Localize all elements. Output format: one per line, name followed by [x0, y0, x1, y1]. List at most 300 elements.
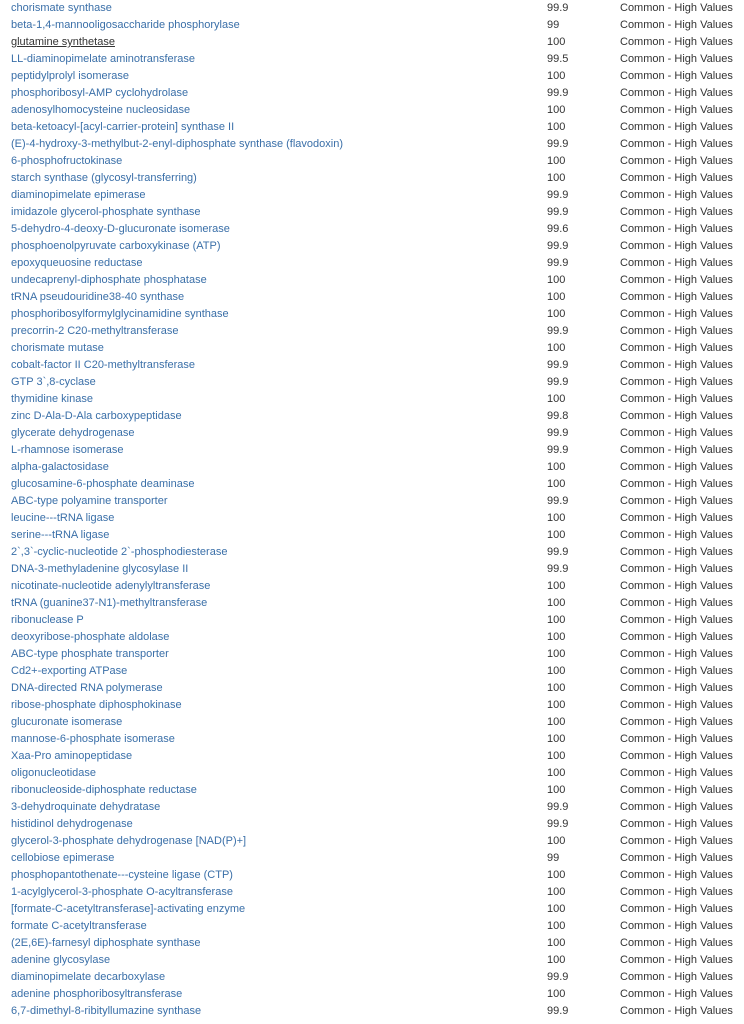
category-cell: Common - High Values [620, 580, 733, 592]
category-cell: Common - High Values [620, 750, 733, 762]
enzyme-name-cell [0, 833, 547, 850]
value-cell: 99.9 [547, 240, 569, 252]
enzyme-name-cell [0, 731, 547, 748]
enzyme-name-link[interactable]: ABC-type polyamine transporter [11, 495, 168, 507]
value-cell: 99.9 [547, 427, 569, 439]
value-cell: 100 [547, 835, 566, 847]
enzyme-name-cell [0, 17, 547, 34]
value-cell: 99.9 [547, 206, 569, 218]
table-row [0, 459, 744, 476]
category-cell: Common - High Values [620, 359, 733, 371]
enzyme-name-link[interactable]: diaminopimelate epimerase [11, 189, 146, 201]
table-row [0, 561, 744, 578]
enzyme-name-link[interactable]: ribonuclease P [11, 614, 84, 626]
table-row [0, 272, 744, 289]
enzyme-name-link[interactable]: 5-dehydro-4-deoxy-D-glucuronate isomerase [11, 223, 230, 235]
enzyme-name-link[interactable]: diaminopimelate decarboxylase [11, 971, 166, 983]
table-row [0, 578, 744, 595]
enzyme-name-link[interactable]: tRNA pseudouridine38-40 synthase [11, 291, 185, 303]
value-cell: 99.5 [547, 53, 569, 65]
category-cell: Common - High Values [620, 189, 733, 201]
category-cell: Common - High Values [620, 461, 733, 473]
table-row [0, 374, 744, 391]
table-row [0, 1003, 744, 1020]
value-cell: 100 [547, 121, 566, 133]
category-cell: Common - High Values [620, 172, 733, 184]
value-cell: 99.9 [547, 495, 569, 507]
table-row [0, 680, 744, 697]
table-row [0, 816, 744, 833]
enzyme-name-link[interactable]: glycerol-3-phosphate dehydrogenase [NAD(P)+] [11, 835, 247, 847]
enzyme-name-cell [0, 952, 547, 969]
category-cell: Common - High Values [620, 206, 733, 218]
value-cell: 99.9 [547, 257, 569, 269]
enzyme-name-cell [0, 68, 547, 85]
enzyme-name-link[interactable]: phosphoenolpyruvate carboxykinase (ATP) [11, 240, 221, 252]
enzyme-name-link[interactable]: (E)-4-hydroxy-3-methylbut-2-enyl-diphosphate synthase (flavodoxin) [11, 138, 343, 150]
enzyme-name-link[interactable]: deoxyribose-phosphate aldolase [11, 631, 170, 643]
category-cell: Common - High Values [620, 835, 733, 847]
category-cell: Common - High Values [620, 529, 733, 541]
table-row [0, 952, 744, 969]
enzyme-name-cell [0, 153, 547, 170]
enzyme-name-link[interactable]: beta-1,4-mannooligosaccharide phosphorylase [11, 19, 240, 31]
value-cell: 99.9 [547, 376, 569, 388]
enzyme-name-cell [0, 680, 547, 697]
category-cell: Common - High Values [620, 70, 733, 82]
enzyme-name-link[interactable]: precorrin-2 C20-methyltransferase [11, 325, 179, 337]
category-cell: Common - High Values [620, 19, 733, 31]
enzyme-name-link[interactable]: glutamine synthetase [11, 36, 115, 48]
value-cell: 100 [547, 308, 566, 320]
table-row [0, 289, 744, 306]
category-cell: Common - High Values [620, 155, 733, 167]
category-cell: Common - High Values [620, 886, 733, 898]
table-row [0, 697, 744, 714]
enzyme-name-link[interactable]: thymidine kinase [11, 393, 93, 405]
value-cell: 100 [547, 580, 566, 592]
table-row [0, 629, 744, 646]
enzyme-name-link[interactable]: Xaa-Pro aminopeptidase [11, 750, 133, 762]
category-cell: Common - High Values [620, 716, 733, 728]
enzyme-name-cell [0, 442, 547, 459]
enzyme-name-cell [0, 357, 547, 374]
value-cell: 99.9 [547, 189, 569, 201]
category-cell: Common - High Values [620, 818, 733, 830]
enzyme-name-cell [0, 187, 547, 204]
table-row [0, 221, 744, 238]
enzyme-name-cell [0, 408, 547, 425]
enzyme-name-cell [0, 374, 547, 391]
enzyme-name-cell [0, 425, 547, 442]
value-cell: 100 [547, 478, 566, 490]
category-cell: Common - High Values [620, 631, 733, 643]
enzyme-name-cell [0, 578, 547, 595]
enzyme-name-cell [0, 1003, 547, 1020]
enzyme-name-link[interactable]: epoxyqueuosine reductase [11, 257, 143, 269]
category-cell: Common - High Values [620, 2, 733, 14]
enzyme-name-link[interactable]: oligonucleotidase [11, 767, 97, 779]
value-cell: 99.8 [547, 410, 569, 422]
enzyme-name-cell [0, 561, 547, 578]
table-row [0, 136, 744, 153]
value-cell: 99.9 [547, 1005, 569, 1017]
enzyme-name-link[interactable]: mannose-6-phosphate isomerase [11, 733, 175, 745]
table-row [0, 340, 744, 357]
table-row [0, 442, 744, 459]
table-row [0, 391, 744, 408]
value-cell: 99.9 [547, 563, 569, 575]
enzyme-name-link[interactable]: cobalt-factor II C20-methyltransferase [11, 359, 196, 371]
enzyme-name-cell [0, 459, 547, 476]
table-row [0, 544, 744, 561]
enzyme-name-link[interactable]: phosphopantothenate---cysteine ligase (CTP) [11, 869, 233, 881]
table-row [0, 493, 744, 510]
enzyme-name-link[interactable]: adenosylhomocysteine nucleosidase [11, 104, 191, 116]
enzyme-name-cell [0, 51, 547, 68]
enzyme-name-link[interactable]: leucine---tRNA ligase [11, 512, 115, 524]
category-cell: Common - High Values [620, 1005, 733, 1017]
category-cell: Common - High Values [620, 121, 733, 133]
enzyme-name-link[interactable]: undecaprenyl-diphosphate phosphatase [11, 274, 207, 286]
value-cell: 100 [547, 937, 566, 949]
enzyme-name-link[interactable]: ribonucleoside-diphosphate reductase [11, 784, 197, 796]
category-cell: Common - High Values [620, 393, 733, 405]
table-row [0, 510, 744, 527]
enzyme-name-cell [0, 306, 547, 323]
enzyme-name-link[interactable]: formate C-acetyltransferase [11, 920, 147, 932]
value-cell: 99.9 [547, 971, 569, 983]
value-cell: 99.9 [547, 2, 569, 14]
table-row [0, 425, 744, 442]
category-cell: Common - High Values [620, 36, 733, 48]
enzyme-name-link[interactable]: LL-diaminopimelate aminotransferase [11, 53, 196, 65]
category-cell: Common - High Values [620, 495, 733, 507]
category-cell: Common - High Values [620, 512, 733, 524]
table-row [0, 884, 744, 901]
table-row [0, 153, 744, 170]
value-cell: 100 [547, 699, 566, 711]
table-row [0, 799, 744, 816]
value-cell: 99 [547, 852, 560, 864]
category-cell: Common - High Values [620, 104, 733, 116]
value-cell: 99.9 [547, 546, 569, 558]
value-cell: 100 [547, 614, 566, 626]
value-cell: 100 [547, 172, 566, 184]
table-row [0, 901, 744, 918]
enzyme-name-link[interactable]: zinc D-Ala-D-Ala carboxypeptidase [11, 410, 182, 422]
enzyme-name-link[interactable]: serine---tRNA ligase [11, 529, 110, 541]
value-cell: 100 [547, 512, 566, 524]
value-cell: 99 [547, 19, 560, 31]
table-row [0, 170, 744, 187]
value-cell: 100 [547, 291, 566, 303]
enzyme-name-cell [0, 918, 547, 935]
enzyme-name-link[interactable]: [formate-C-acetyltransferase]-activating enzyme [11, 903, 246, 915]
table-row [0, 867, 744, 884]
table-row [0, 187, 744, 204]
category-cell: Common - High Values [620, 699, 733, 711]
enzyme-name-link[interactable]: nicotinate-nucleotide adenylyltransferase [11, 580, 211, 592]
enzyme-name-link[interactable]: phosphoribosyl-AMP cyclohydrolase [11, 87, 189, 99]
value-cell: 99.9 [547, 801, 569, 813]
enzyme-name-link[interactable]: GTP 3`,8-cyclase [11, 376, 96, 388]
enzyme-name-link[interactable]: alpha-galactosidase [11, 461, 109, 473]
enzyme-name-cell [0, 34, 547, 51]
table-row [0, 119, 744, 136]
category-cell: Common - High Values [620, 971, 733, 983]
value-cell: 100 [547, 733, 566, 745]
enzyme-name-link[interactable]: L-rhamnose isomerase [11, 444, 124, 456]
value-cell: 100 [547, 36, 566, 48]
value-cell: 100 [547, 954, 566, 966]
enzyme-name-cell [0, 612, 547, 629]
category-cell: Common - High Values [620, 563, 733, 575]
enzyme-name-cell [0, 935, 547, 952]
table-row [0, 612, 744, 629]
value-cell: 100 [547, 274, 566, 286]
enzyme-name-cell [0, 170, 547, 187]
enzyme-name-cell [0, 646, 547, 663]
table-row [0, 255, 744, 272]
value-cell: 100 [547, 886, 566, 898]
enzyme-name-cell [0, 765, 547, 782]
value-cell: 100 [547, 682, 566, 694]
category-cell: Common - High Values [620, 954, 733, 966]
enzyme-name-cell [0, 527, 547, 544]
enzyme-name-cell [0, 476, 547, 493]
table-row [0, 714, 744, 731]
table-row [0, 68, 744, 85]
category-cell: Common - High Values [620, 274, 733, 286]
enzyme-name-cell [0, 663, 547, 680]
enzyme-name-cell [0, 714, 547, 731]
value-cell: 99.6 [547, 223, 569, 235]
enzyme-name-link[interactable]: DNA-directed RNA polymerase [11, 682, 163, 694]
enzyme-name-cell [0, 85, 547, 102]
value-cell: 100 [547, 342, 566, 354]
enzyme-name-cell [0, 0, 547, 17]
value-cell: 100 [547, 767, 566, 779]
value-cell: 100 [547, 988, 566, 1000]
value-cell: 100 [547, 920, 566, 932]
table-row [0, 969, 744, 986]
enzyme-name-link[interactable]: 6,7-dimethyl-8-ribityllumazine synthase [11, 1005, 202, 1017]
table-row [0, 850, 744, 867]
enzyme-name-link[interactable]: 1-acylglycerol-3-phosphate O-acyltransferase [11, 886, 233, 898]
category-cell: Common - High Values [620, 291, 733, 303]
table-row [0, 204, 744, 221]
table-row [0, 17, 744, 34]
enzyme-name-cell [0, 238, 547, 255]
table-row [0, 595, 744, 612]
category-cell: Common - High Values [620, 444, 733, 456]
value-cell: 100 [547, 597, 566, 609]
category-cell: Common - High Values [620, 257, 733, 269]
enzyme-name-link[interactable]: tRNA (guanine37-N1)-methyltransferase [11, 597, 208, 609]
category-cell: Common - High Values [620, 410, 733, 422]
value-cell: 100 [547, 631, 566, 643]
enzyme-name-cell [0, 782, 547, 799]
enzyme-name-cell [0, 221, 547, 238]
value-cell: 99.9 [547, 359, 569, 371]
table-row [0, 238, 744, 255]
category-cell: Common - High Values [620, 138, 733, 150]
enzyme-name-cell [0, 867, 547, 884]
enzyme-name-cell [0, 697, 547, 714]
category-cell: Common - High Values [620, 342, 733, 354]
enzyme-name-link[interactable]: ABC-type phosphate transporter [11, 648, 169, 660]
enzyme-name-cell [0, 493, 547, 510]
table-row [0, 833, 744, 850]
category-cell: Common - High Values [620, 767, 733, 779]
table-row [0, 782, 744, 799]
enzyme-name-cell [0, 595, 547, 612]
category-cell: Common - High Values [620, 784, 733, 796]
enzyme-name-link[interactable]: imidazole glycerol-phosphate synthase [11, 206, 201, 218]
enzyme-name-link[interactable]: adenine phosphoribosyltransferase [11, 988, 183, 1000]
value-cell: 100 [547, 716, 566, 728]
category-cell: Common - High Values [620, 733, 733, 745]
table-row [0, 102, 744, 119]
category-cell: Common - High Values [620, 648, 733, 660]
table-row [0, 918, 744, 935]
value-cell: 100 [547, 461, 566, 473]
enzyme-name-link[interactable]: ribose-phosphate diphosphokinase [11, 699, 182, 711]
enzyme-name-cell [0, 391, 547, 408]
enzyme-name-cell [0, 544, 547, 561]
category-cell: Common - High Values [620, 903, 733, 915]
table-row [0, 476, 744, 493]
enzyme-name-cell [0, 289, 547, 306]
enzyme-name-cell [0, 119, 547, 136]
enzyme-name-cell [0, 323, 547, 340]
table-row [0, 527, 744, 544]
category-cell: Common - High Values [620, 920, 733, 932]
table-row [0, 731, 744, 748]
category-cell: Common - High Values [620, 988, 733, 1000]
value-cell: 99.9 [547, 87, 569, 99]
value-cell: 100 [547, 903, 566, 915]
table-row [0, 935, 744, 952]
category-cell: Common - High Values [620, 682, 733, 694]
category-cell: Common - High Values [620, 801, 733, 813]
value-cell: 100 [547, 648, 566, 660]
table-row [0, 748, 744, 765]
enzyme-name-link[interactable]: histidinol dehydrogenase [11, 818, 133, 830]
enzyme-name-link[interactable]: Cd2+-exporting ATPase [11, 665, 128, 677]
enzyme-name-cell [0, 986, 547, 1003]
category-cell: Common - High Values [620, 614, 733, 626]
enzyme-name-cell [0, 255, 547, 272]
category-cell: Common - High Values [620, 53, 733, 65]
table-row [0, 408, 744, 425]
table-row [0, 323, 744, 340]
enzyme-name-cell [0, 850, 547, 867]
category-cell: Common - High Values [620, 87, 733, 99]
enzyme-name-link[interactable]: 6-phosphofructokinase [11, 155, 123, 167]
enzyme-name-cell [0, 799, 547, 816]
enzyme-name-cell [0, 204, 547, 221]
value-cell: 100 [547, 393, 566, 405]
table-row [0, 765, 744, 782]
category-cell: Common - High Values [620, 937, 733, 949]
enzyme-name-link[interactable]: chorismate mutase [11, 342, 104, 354]
category-cell: Common - High Values [620, 869, 733, 881]
enzyme-name-cell [0, 102, 547, 119]
category-cell: Common - High Values [620, 478, 733, 490]
category-cell: Common - High Values [620, 597, 733, 609]
value-cell: 100 [547, 104, 566, 116]
enzyme-name-link[interactable]: cellobiose epimerase [11, 852, 115, 864]
enzyme-name-cell [0, 901, 547, 918]
category-cell: Common - High Values [620, 376, 733, 388]
enzyme-name-link[interactable]: glycerate dehydrogenase [11, 427, 135, 439]
value-cell: 100 [547, 665, 566, 677]
value-cell: 100 [547, 784, 566, 796]
table-row [0, 0, 744, 17]
table-row [0, 986, 744, 1003]
enzyme-name-cell [0, 510, 547, 527]
enzyme-name-link[interactable]: 3-dehydroquinate dehydratase [11, 801, 161, 813]
enzyme-name-link[interactable]: beta-ketoacyl-[acyl-carrier-protein] synthase II [11, 121, 235, 133]
value-cell: 100 [547, 529, 566, 541]
table-row [0, 663, 744, 680]
category-cell: Common - High Values [620, 427, 733, 439]
table-row [0, 85, 744, 102]
value-cell: 100 [547, 750, 566, 762]
enzyme-name-link[interactable]: starch synthase (glycosyl-transferring) [11, 172, 197, 184]
category-cell: Common - High Values [620, 240, 733, 252]
value-cell: 99.9 [547, 444, 569, 456]
value-cell: 100 [547, 869, 566, 881]
category-cell: Common - High Values [620, 665, 733, 677]
enzyme-name-link[interactable]: (2E,6E)-farnesyl diphosphate synthase [11, 937, 201, 949]
enzyme-name-cell [0, 748, 547, 765]
table-row [0, 34, 744, 51]
value-cell: 99.9 [547, 325, 569, 337]
value-cell: 100 [547, 155, 566, 167]
enzyme-name-cell [0, 816, 547, 833]
enzyme-name-link[interactable]: peptidylprolyl isomerase [11, 70, 129, 82]
enzyme-name-cell [0, 969, 547, 986]
enzyme-name-link[interactable]: glucuronate isomerase [11, 716, 123, 728]
table-row [0, 646, 744, 663]
category-cell: Common - High Values [620, 852, 733, 864]
table-row [0, 51, 744, 68]
category-cell: Common - High Values [620, 546, 733, 558]
enzyme-name-cell [0, 340, 547, 357]
enzyme-name-link[interactable]: phosphoribosylformylglycinamidine synthase [11, 308, 229, 320]
category-cell: Common - High Values [620, 223, 733, 235]
category-cell: Common - High Values [620, 325, 733, 337]
enzyme-name-link[interactable]: chorismate synthase [11, 2, 112, 14]
enzyme-name-cell [0, 884, 547, 901]
enzyme-name-link[interactable]: 2`,3`-cyclic-nucleotide 2`-phosphodiesterase [11, 546, 228, 558]
category-cell: Common - High Values [620, 308, 733, 320]
enzyme-name-link[interactable]: adenine glycosylase [11, 954, 111, 966]
enzyme-name-link[interactable]: glucosamine-6-phosphate deaminase [11, 478, 195, 490]
enzyme-name-cell [0, 136, 547, 153]
table-row [0, 306, 744, 323]
value-cell: 99.9 [547, 818, 569, 830]
enzyme-name-link[interactable]: DNA-3-methyladenine glycosylase II [11, 563, 189, 575]
enzyme-name-cell [0, 629, 547, 646]
table-row [0, 357, 744, 374]
enzyme-name-cell [0, 272, 547, 289]
value-cell: 100 [547, 70, 566, 82]
value-cell: 99.9 [547, 138, 569, 150]
